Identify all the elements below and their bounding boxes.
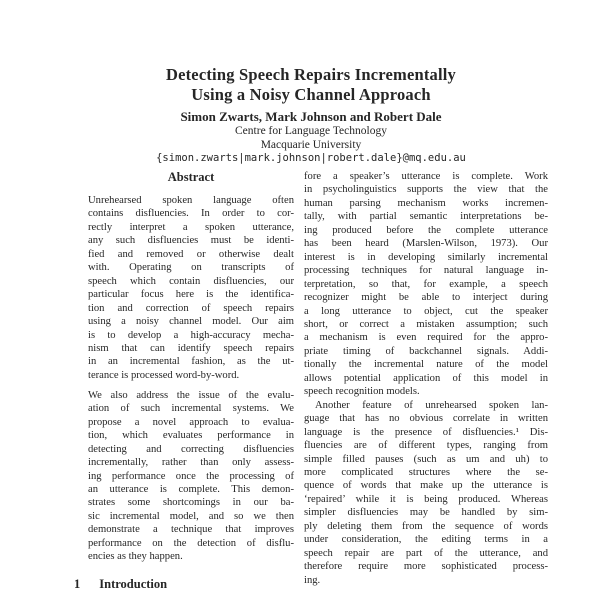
right-column-paragraph-1 — [304, 170, 548, 399]
paper-title-line-2: Using a Noisy Channel Approach — [191, 85, 431, 104]
text-line: has been heard (Marslen-Wilson, 1973). Our — [304, 238, 548, 250]
introduction-section-heading — [74, 577, 303, 592]
text-line: a mechanism is even required for the appro- — [304, 332, 548, 344]
text-line: priate timing of backchannel signals. Addi- — [304, 345, 548, 357]
text-line: encies as they happen. — [88, 551, 183, 563]
text-line: simpler disfluencies may be handled by sim- — [304, 507, 548, 519]
text-line: rectly interpret a spoken utterance, — [88, 221, 294, 233]
text-line: interest is in developing similarly incremental — [304, 251, 548, 263]
text-line: with. Operating on transcripts of — [88, 262, 294, 274]
text-line: strates some shortcomings in our ba- — [88, 497, 294, 509]
text-line: an utterance is complete. This demon- — [88, 484, 294, 496]
text-line: fied and removed or otherwise dealt — [88, 248, 294, 260]
text-line: tally, with partial semantic interpretations be- — [304, 211, 548, 223]
text-line: tionally the incremental nature of the model — [304, 359, 548, 371]
affiliation-line-1: Centre for Language Technology — [235, 125, 387, 137]
abstract-paragraph-2 — [88, 389, 294, 564]
text-line: quence of words that make up the utterance is — [304, 480, 548, 492]
text-line: in psycholinguistics supports the view that the — [304, 184, 548, 196]
text-line: tion and correction of speech repairs — [88, 302, 294, 314]
text-line: processing techniques for natural language in- — [304, 265, 548, 277]
text-line: guage that has no obvious correlate in written — [304, 413, 548, 425]
text-line: speech which contain disfluencies, our — [88, 275, 294, 287]
text-line: in an incremental fashion, as the ut- — [88, 356, 294, 368]
text-line: detecting and correcting disfluencies — [88, 443, 294, 455]
text-line: ing performance once the processing of — [88, 470, 294, 482]
affiliation-line-2: Macquarie University — [260, 138, 362, 151]
text-line: recognizer might be able to interject during — [304, 292, 548, 304]
paper-title-line-1: Detecting Speech Repairs Incrementally — [165, 65, 457, 84]
text-line: Unrehearsed spoken language often — [88, 195, 294, 206]
text-line: allows potential application of this model in — [304, 372, 548, 384]
text-line: incrementally, rather than only assess- — [88, 457, 294, 469]
text-line: fore a speaker’s utterance is complete. Work — [304, 171, 548, 182]
text-line: contains disfluencies. In order to cor- — [88, 208, 294, 220]
author-email-line: {simon.zwarts|mark.johnson|robert.dale}@mq.edu.au — [156, 152, 466, 164]
text-line: ing. — [304, 574, 321, 586]
text-line: ation of such incremental systems. We — [88, 403, 294, 415]
text-line: ply deleting them from the sequence of words — [304, 520, 548, 532]
text-line: human parsing mechanism works incremen- — [304, 197, 548, 209]
text-line: therefore require more sophisticated process- — [304, 561, 548, 573]
abstract-paragraph-1 — [88, 194, 294, 382]
text-line: propose a novel approach to evalua- — [88, 416, 294, 428]
text-line: nism that can identify speech repairs — [88, 342, 294, 354]
section-title: Introduction — [99, 576, 168, 591]
text-line: speech recognition models. — [304, 386, 420, 398]
text-line: terance is processed word-by-word. — [88, 369, 240, 381]
text-line: fluencies are of different types, ranging from — [304, 440, 548, 452]
right-column — [304, 170, 548, 587]
section-number: 1 — [74, 576, 81, 591]
text-line: any such disfluencies must be identi- — [88, 235, 294, 247]
text-line: speech repair are part of the utterance, and — [304, 547, 548, 559]
text-line: ing produced before the complete utterance — [304, 224, 548, 236]
text-line: tion, which evaluates performance in — [88, 430, 294, 442]
left-column — [74, 170, 303, 592]
authors-line: Simon Zwarts, Mark Johnson and Robert Dale — [180, 109, 442, 124]
text-line: under consideration, the editing terms in a — [304, 534, 548, 546]
abstract-heading: Abstract — [167, 170, 215, 184]
text-line: demonstrate a technique that improves — [88, 524, 294, 536]
text-line: ‘repaired’ while it is being produced. Whereas — [304, 493, 548, 505]
text-line: is to develop a high-accuracy mecha- — [88, 329, 294, 341]
text-line: terpretation, so that, for example, a speech — [304, 278, 548, 290]
text-line: short, or correct a mistaken assumption; such — [304, 318, 548, 330]
paper-header — [74, 65, 548, 165]
text-line: simple filled pauses (such as um and uh) to — [304, 453, 548, 465]
right-column-paragraph-2 — [304, 399, 548, 587]
text-line: Another feature of unrehearsed spoken lan- — [315, 399, 548, 411]
text-line: We also address the issue of the evalu- — [88, 389, 294, 401]
text-line: using a noisy channel model. Our aim — [88, 316, 294, 328]
text-line: a long utterance to object, cut the speaker — [304, 305, 548, 317]
text-line: performance on the detection of disflu- — [88, 537, 294, 549]
text-line: more complicated structures where the se- — [304, 466, 548, 478]
text-line: language is the presence of disfluencies.¹ Dis- — [304, 426, 548, 438]
abstract-section — [88, 170, 294, 564]
text-line: sic incremental model, and so we then — [88, 510, 294, 522]
text-line: particular focus here is the identifica- — [88, 289, 294, 301]
